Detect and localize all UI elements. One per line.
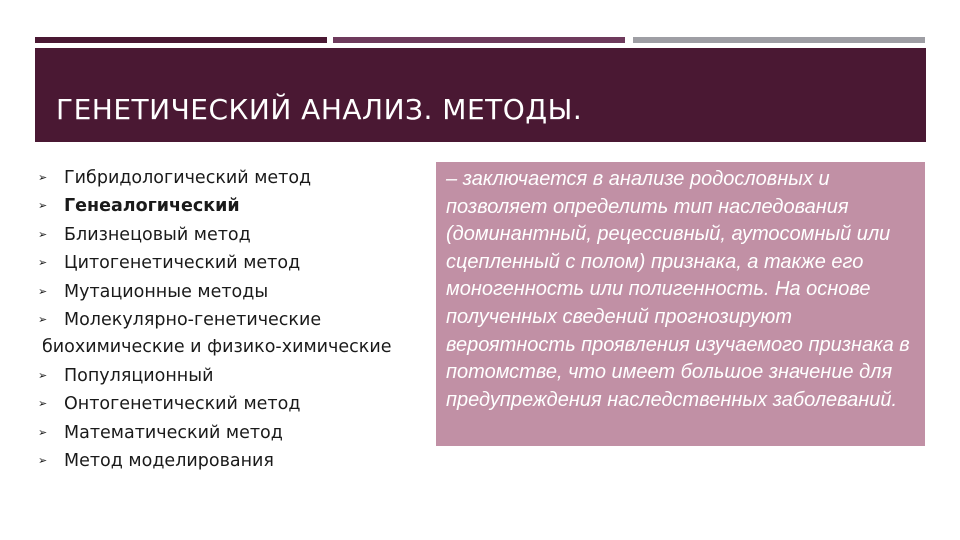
- arrow-bullet-icon: ➢: [38, 227, 48, 241]
- arrow-bullet-icon: ➢: [38, 397, 48, 411]
- list-item: [38, 249, 428, 277]
- list-item-label: Онтогенетический метод: [64, 394, 301, 415]
- arrow-bullet-icon: ➢: [38, 425, 48, 439]
- list-item: [38, 390, 428, 418]
- arrow-bullet-icon: ➢: [38, 312, 48, 326]
- list-item-label: Метод моделирования: [64, 450, 274, 471]
- title-band: [35, 48, 926, 142]
- accent-bar-right: [633, 37, 925, 43]
- slide-title: ГЕНЕТИЧЕСКИЙ АНАЛИЗ. МЕТОДЫ.: [56, 93, 583, 126]
- arrow-bullet-icon: ➢: [38, 256, 48, 270]
- list-item-label: Математический метод: [64, 422, 283, 443]
- list-item: [38, 306, 428, 334]
- list-item: [38, 334, 428, 362]
- list-item-label: Цитогенетический метод: [64, 252, 301, 273]
- list-item: [38, 447, 428, 475]
- list-item: [38, 192, 428, 220]
- list-item: [38, 164, 428, 192]
- description-text: – заключается в анализе родословных и позволяет определить тип наследования (доминантный, рецессивный, аутосомный или сцепленный с полом) признака, а также его моногенность или полигенность. На основе полученных сведений прогнозируют вероятность проявления изучаемого признака в потомстве, что имеет большое значение для предупреждения наследственных заболеваний.: [446, 168, 910, 411]
- list-item-label: Популяционный: [64, 365, 214, 386]
- list-item: [38, 221, 428, 249]
- list-item: [38, 278, 428, 306]
- description-box: [436, 162, 925, 446]
- accent-bar-left: [35, 37, 327, 43]
- list-item-label: Генеалогический: [64, 196, 240, 217]
- arrow-bullet-icon: ➢: [38, 171, 48, 184]
- list-item-label: Гибридологический метод: [64, 167, 312, 188]
- accent-bar-middle: [333, 37, 625, 43]
- arrow-bullet-icon: ➢: [38, 454, 48, 468]
- list-item-label: Молекулярно-генетические: [64, 309, 322, 330]
- list-item-label: Близнецовый метод: [64, 224, 251, 245]
- list-item: [38, 362, 428, 390]
- arrow-bullet-icon: ➢: [38, 199, 48, 213]
- list-item-label: Мутационные методы: [64, 281, 269, 302]
- arrow-bullet-icon: ➢: [38, 284, 48, 298]
- list-item: [38, 419, 428, 447]
- method-list: [38, 164, 428, 476]
- list-item-label: биохимические и физико-химические: [42, 337, 392, 358]
- arrow-bullet-icon: ➢: [38, 368, 48, 382]
